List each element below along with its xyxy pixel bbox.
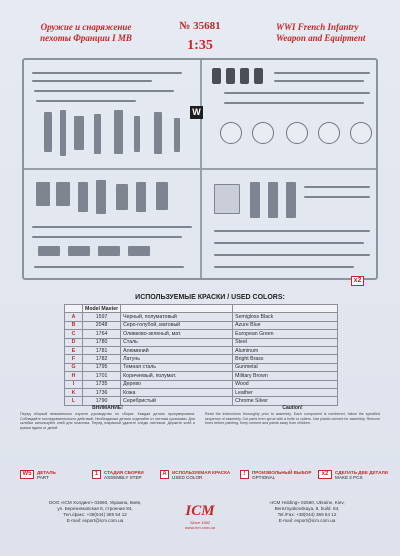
- title-ru-line-2: пехоты Франции I МВ: [40, 33, 132, 43]
- canteen-part: [350, 122, 372, 144]
- rifle-part: [304, 196, 370, 198]
- paint-number: 1701: [83, 372, 121, 380]
- paint-row: [65, 363, 338, 371]
- icm-logo: [178, 503, 222, 531]
- gear-part: [268, 182, 278, 218]
- sprue-label: W: [190, 106, 203, 119]
- paint-code: B: [65, 321, 83, 329]
- pouch-part: [98, 246, 120, 256]
- pouch-part: [56, 182, 70, 206]
- item-number: № 35681: [179, 20, 221, 32]
- paint-code: G: [65, 363, 83, 371]
- paint-name-en: Gunmetal: [233, 363, 338, 371]
- strap-part: [32, 236, 182, 238]
- legend-text: [252, 470, 311, 481]
- paint-name-ru: Кожа: [121, 388, 233, 396]
- paints-title: ИСПОЛЬЗУЕМЫЕ КРАСКИ / USED COLORS:: [135, 294, 285, 301]
- legend-text: [172, 470, 230, 481]
- legend-text-ru: СДЕЛАТЬ ДВЕ ДЕТАЛИ: [335, 470, 388, 475]
- legend-symbol: A: [160, 470, 169, 479]
- paint-name-ru: Серо-голубой, матовый: [121, 321, 233, 329]
- paint-name-ru: Сталь: [121, 338, 233, 346]
- legend-item: [92, 470, 168, 484]
- paint-code: H: [65, 372, 83, 380]
- paint-name-en: European Green: [233, 330, 338, 338]
- pouch-part: [38, 246, 60, 256]
- rifle-part: [214, 230, 370, 232]
- pouch-part: [128, 246, 150, 256]
- rifle-part: [34, 266, 184, 268]
- logo-text: ICM: [185, 503, 215, 519]
- footer-address-ru: [20, 500, 170, 524]
- paint-code: E: [65, 346, 83, 354]
- grenade-part: [212, 68, 221, 84]
- legend-text-en: USED COLOR: [172, 475, 203, 481]
- paint-number: 1735: [83, 380, 121, 388]
- grenade-part: [240, 68, 249, 84]
- paint-number: 1764: [83, 330, 121, 338]
- website-url: www.icm.com.ua: [184, 525, 215, 530]
- paint-number: 1782: [83, 355, 121, 363]
- rifle-part: [304, 186, 370, 188]
- paint-row: [65, 313, 338, 321]
- gear-part: [154, 112, 162, 154]
- paint-name-en: Military Brown: [233, 372, 338, 380]
- footer-line: «ICM Holding» 02660, Ukraine, Kiev,: [269, 500, 345, 505]
- gear-part: [116, 184, 128, 210]
- footer-line: ООО «ICM Холдинг» 02660, Украина, Киев,: [48, 500, 142, 505]
- attention-text-ru: Перед сборкой внимательно изучите руководство по сборке. Каждая деталь пронумерована. Соблюдайте последовательность действий. Необходимые детали отделяйте от литника кусачками. Для склейки используйте клей для пластика. Перед покраской удалите следы литников. Держите клей и краски вдали от детей.: [20, 412, 195, 430]
- paint-code: A: [65, 313, 83, 321]
- footer-line: E-mail: export@icm.com.ua: [278, 518, 336, 523]
- paint-name-en: Leather: [233, 388, 338, 396]
- paint-row: [65, 330, 338, 338]
- title-ru-line-1: Оружие и снаряжение: [40, 22, 132, 32]
- footer-line: Тел./факс: +38(044) 369 54 12: [63, 512, 127, 517]
- paint-number: 1795: [83, 363, 121, 371]
- legend-item: [20, 470, 96, 484]
- title-en-line-1: WWI French Infantry: [276, 22, 359, 32]
- pouch-part: [36, 182, 50, 206]
- gear-part: [114, 110, 123, 154]
- strap-part: [32, 226, 192, 228]
- gear-part: [286, 182, 296, 218]
- bayonet-part: [36, 100, 136, 102]
- paint-row: [65, 355, 338, 363]
- attention-heading-ru: ВНИМАНИЕ!: [92, 405, 123, 411]
- legend-item: [240, 470, 316, 484]
- paint-row: [65, 388, 338, 396]
- rifle-part: [214, 266, 354, 268]
- legend-symbol: !: [240, 470, 249, 479]
- legend-text-ru: ИСПОЛЬЗУЕМАЯ КРАСКА: [172, 470, 231, 475]
- header-model-master: Model Master: [83, 305, 121, 313]
- paint-number: 1736: [83, 388, 121, 396]
- attention-text-en: Read the instructions thoroughly prior to assembly. Each component is numbered, follow the specified sequence of assembly. Cut parts from sprue with a knife or cutters. Use plastic cement for assembly. Remove burrs before painting. Keep cement and paints away from children.: [205, 412, 380, 426]
- gear-part: [96, 180, 106, 214]
- sprue-runner: [200, 60, 202, 278]
- legend-text: [37, 470, 56, 481]
- rifle-part: [32, 80, 152, 82]
- paint-code: I: [65, 380, 83, 388]
- legend-symbol: x2: [318, 470, 332, 479]
- gear-part: [250, 182, 260, 218]
- rifle-part: [224, 102, 364, 104]
- paint-row: [65, 372, 338, 380]
- gear-part: [94, 114, 101, 154]
- scale-label: 1:35: [187, 38, 213, 53]
- logo-tagline: Since 1992: [189, 520, 210, 525]
- box-part: [214, 184, 240, 214]
- footer-line: E-mail: export@icm.com.ua: [66, 518, 124, 523]
- gear-part: [174, 118, 180, 152]
- paint-name-ru: Коричневый, полумат.: [121, 372, 233, 380]
- canteen-part: [252, 122, 274, 144]
- grenade-part: [254, 68, 263, 84]
- header-code: [65, 305, 83, 313]
- gear-part: [60, 110, 66, 156]
- bayonet-part: [34, 90, 174, 92]
- paint-name-en: Semigloss Black: [233, 313, 338, 321]
- sprue-multiplier: x2: [351, 276, 364, 286]
- rifle-part: [274, 72, 370, 74]
- legend-text-ru: ДЕТАЛЬ: [37, 470, 56, 475]
- legend-text: [335, 470, 388, 481]
- rifle-part: [32, 72, 182, 74]
- paints-table-header: [65, 305, 338, 313]
- footer-line: Bereznyakovskaya, 8, build. 84,: [274, 506, 340, 511]
- gear-part: [78, 182, 88, 212]
- legend-symbol: 1: [92, 470, 101, 479]
- legend-text-ru: СТАДИЯ СБОРКИ: [104, 470, 144, 475]
- paint-number: 2048: [83, 321, 121, 329]
- footer-line: ул. Березняковская 8, строение 84,: [57, 506, 133, 511]
- paint-code: K: [65, 388, 83, 396]
- canteen-part: [286, 122, 308, 144]
- footer-address-en: [232, 500, 382, 524]
- grenade-part: [226, 68, 235, 84]
- paint-name-ru: Оливково-зеленый, мат.: [121, 330, 233, 338]
- title-english: [276, 22, 386, 44]
- legend-text-en: OPTIONAL: [252, 475, 276, 481]
- legend-text-en: PART: [37, 475, 49, 481]
- paint-name-ru: Алюминий: [121, 346, 233, 354]
- legend-text: [104, 470, 144, 481]
- rifle-part: [224, 92, 370, 94]
- legend-text-ru: ПРОИЗВОЛЬНЫЙ ВЫБОР: [252, 470, 312, 475]
- paints-table: [64, 304, 338, 406]
- legend-text-en: ASSEMBLY STEP: [104, 475, 142, 481]
- paint-name-en: Bright Brass: [233, 355, 338, 363]
- paint-name-en: Wood: [233, 380, 338, 388]
- paint-row: [65, 380, 338, 388]
- paint-name-ru: Темная сталь: [121, 363, 233, 371]
- paint-number: 1781: [83, 346, 121, 354]
- paint-row: [65, 321, 338, 329]
- gear-part: [74, 116, 84, 150]
- paint-name-en: Aluminum: [233, 346, 338, 354]
- footer-line: Tel./Fax: +38(044) 369 54 12: [277, 512, 337, 517]
- attention-heading-en: Caution!: [282, 405, 303, 411]
- pouch-part: [68, 246, 90, 256]
- paint-name-en: Chrome Silver: [233, 397, 338, 405]
- gear-part: [136, 182, 146, 212]
- item-info: [150, 20, 250, 54]
- paint-name-en: Steel: [233, 338, 338, 346]
- gear-part: [156, 182, 168, 210]
- paint-code: D: [65, 338, 83, 346]
- header-en: [233, 305, 338, 313]
- legend-text-en: MAKE 2 PCS: [335, 475, 363, 481]
- gear-part: [134, 116, 140, 152]
- rifle-part: [214, 242, 364, 244]
- rifle-part: [274, 80, 364, 82]
- paint-name-ru: Дерево: [121, 380, 233, 388]
- canteen-part: [318, 122, 340, 144]
- rifle-part: [214, 254, 370, 256]
- paint-name-en: Azure Blue: [233, 321, 338, 329]
- paint-row: [65, 338, 338, 346]
- paint-name-ru: Черный, полуматовый: [121, 313, 233, 321]
- legend-symbol: W5: [20, 470, 34, 479]
- paint-number: 1597: [83, 313, 121, 321]
- paint-number: 1780: [83, 338, 121, 346]
- paints-table-body: [65, 313, 338, 405]
- paint-row: [65, 346, 338, 354]
- title-russian: [26, 22, 146, 44]
- title-en-line-2: Weapon and Equipment: [276, 33, 366, 43]
- sprue-frame: [22, 58, 378, 280]
- legend-item: [318, 470, 394, 484]
- paint-name-ru: Латунь: [121, 355, 233, 363]
- paint-code: F: [65, 355, 83, 363]
- legend-item: [160, 470, 236, 484]
- paint-code: C: [65, 330, 83, 338]
- paint-code: L: [65, 397, 83, 405]
- header-ru: [121, 305, 233, 313]
- paint-name-ru: Серебристый: [121, 397, 233, 405]
- gear-part: [44, 112, 52, 152]
- canteen-part: [220, 122, 242, 144]
- paint-number: 1790: [83, 397, 121, 405]
- paint-row: [65, 397, 338, 405]
